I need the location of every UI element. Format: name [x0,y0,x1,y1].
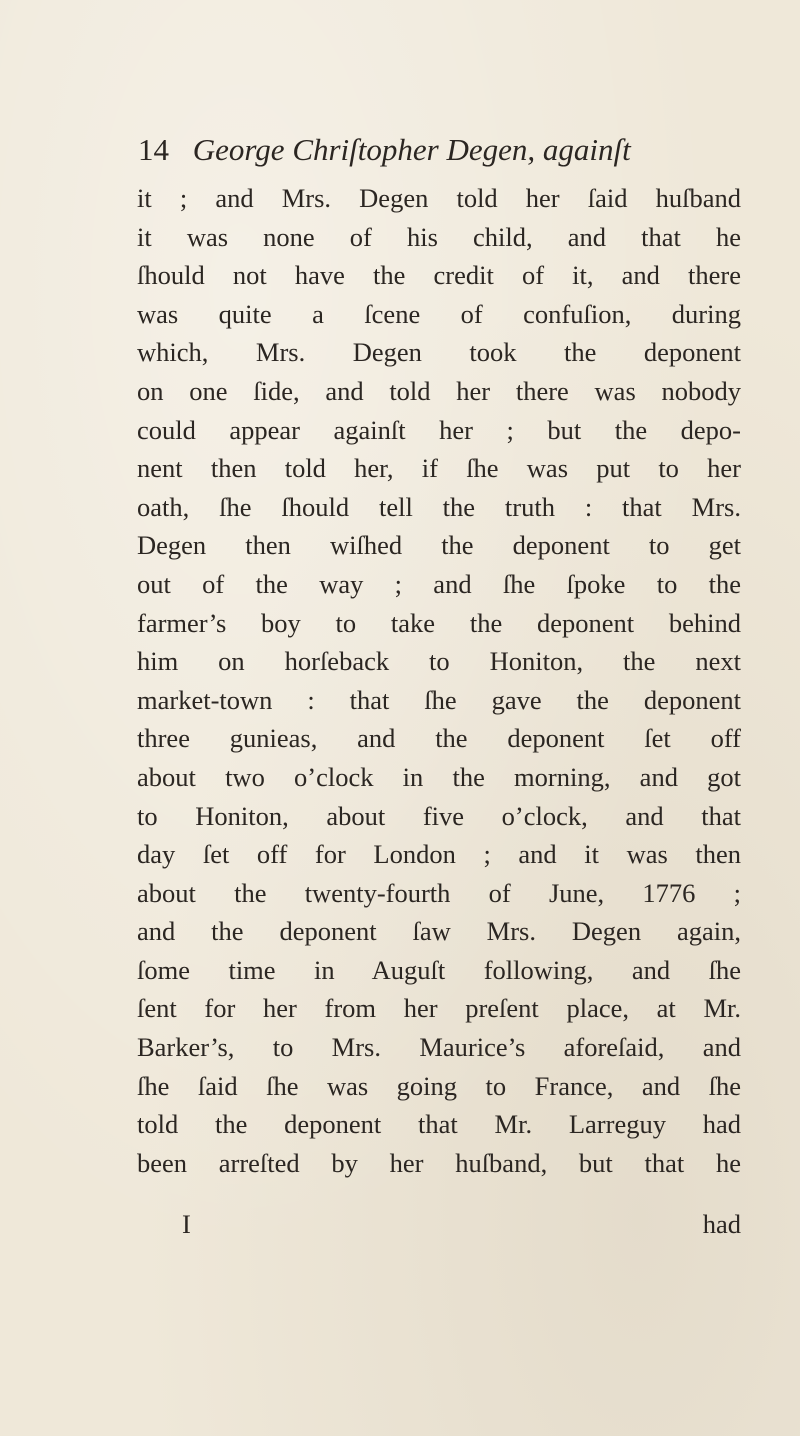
text-line: ſome time in Auguſt following, and ſhe [137,954,741,985]
running-header [138,128,728,172]
footer-row [137,1204,741,1244]
text-line: on one ſide, and told her there was nobody [137,375,741,406]
text-line: about the twenty-fourth of June, 1776 ; [137,877,741,908]
page-number: 14 [138,132,169,167]
body-text [137,179,741,1182]
text-line: to Honiton, about five o’clock, and that [137,800,741,831]
text-line: Degen then wiſhed the deponent to get [137,530,741,561]
text-line: ſhould not have the credit of it, and there [137,260,741,291]
text-line: Barker’s, to Mrs. Maurice’s aforeſaid, and [137,1032,741,1063]
signature-mark: I [182,1209,191,1239]
text-line: ſhe ſaid ſhe was going to France, and ſhe [137,1070,741,1101]
text-line: nent then told her, if ſhe was put to her [137,453,741,484]
text-line: and the deponent ſaw Mrs. Degen again, [137,916,741,947]
text-line: three gunieas, and the deponent ſet off [137,723,741,754]
text-line: it ; and Mrs. Degen told her ſaid huſband [137,183,741,213]
text-line: day ſet off for London ; and it was then [137,839,741,870]
text-line: could appear againſt her ; but the depo- [137,414,741,445]
text-line: been arreſted by her huſband, but that he [137,1147,741,1178]
text-line: him on horſeback to Honiton, the next [137,646,741,677]
text-line: it was none of his child, and that he [137,221,741,252]
catchword: had [702,1209,741,1239]
text-line: out of the way ; and ſhe ſpoke to the [137,568,741,599]
text-line: ſent for her from her preſent place, at Mr. [137,993,741,1024]
text-line: told the deponent that Mr. Larreguy had [137,1109,741,1140]
text-line: which, Mrs. Degen took the deponent [137,337,741,368]
text-line: farmer’s boy to take the deponent behind [137,607,741,638]
text-line: was quite a ſcene of confuſion, during [137,298,741,329]
running-title: George Chriſtopher Degen, againſt [192,132,631,167]
text-line: about two o’clock in the morning, and got [137,761,741,792]
text-line: oath, ſhe ſhould tell the truth : that Mrs. [137,491,741,522]
text-line: market-town : that ſhe gave the deponent [137,684,741,715]
